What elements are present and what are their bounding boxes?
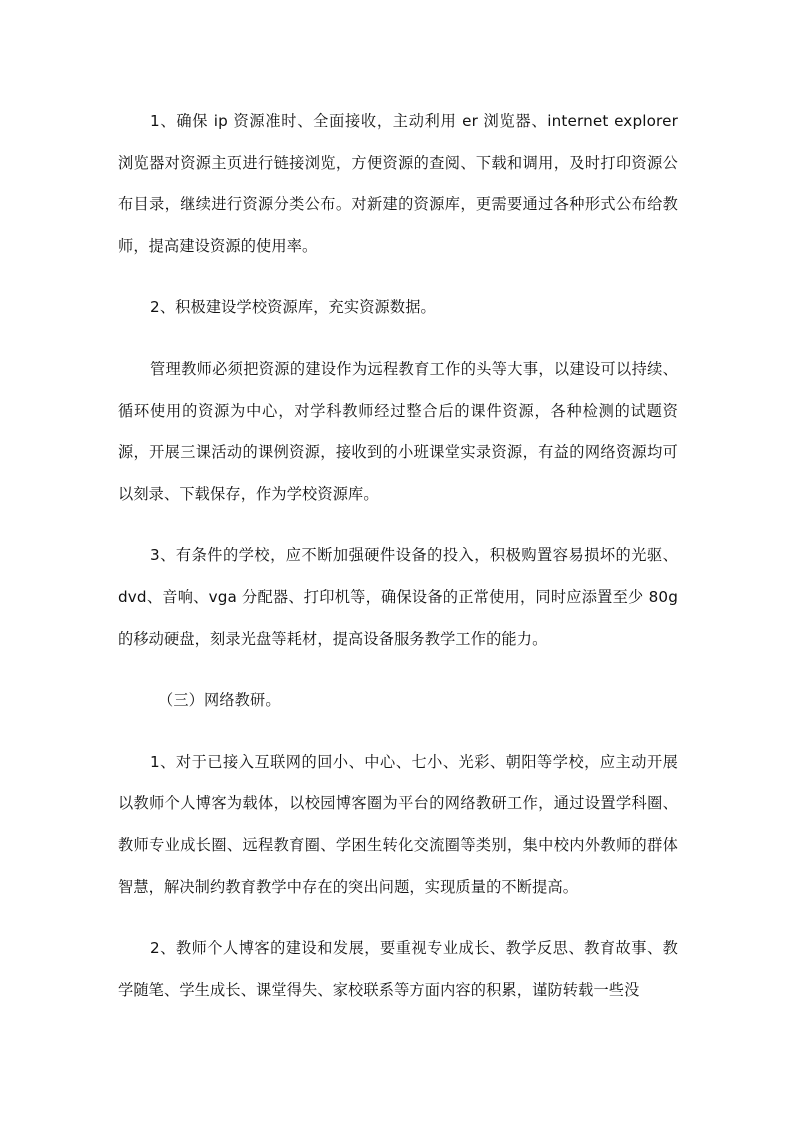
paragraph-gap [118,660,678,680]
paragraph-build-resource-library: 2、积极建设学校资源库，充实资源数据。 [150,298,436,317]
paragraph-gap [118,267,678,287]
paragraph-gap [118,515,678,535]
document-body [118,101,678,1011]
paragraph-online-research: 1、对于已接入互联网的回小、中心、七小、光彩、朝阳等学校，应主动开展以教师个人博客为载体，以校园博客圈为平台的网络教研工作，通过设置学科圈、教师专业成长圈、远程教育圈、学困生转化交流圈等类别，集中校内外教师的群体智慧，解决制约教育教学中存在的突出问题，实现质量的不断提高。 [118,752,678,896]
paragraph-gap [118,722,678,742]
paragraph-teacher-blog: 2、教师个人博客的建设和发展，要重视专业成长、教学反思、教育故事、教学随笔、学生成长、课堂得失、家校联系等方面内容的积累，谨防转载一些没 [118,939,678,999]
paragraph-hardware-investment: 3、有条件的学校，应不断加强硬件设备的投入，积极购置容易损坏的光驱、dvd、音响、vga 分配器、打印机等，确保设备的正常使用，同时应添置至少 80g 的移动硬盘，刻录光盘等耗材，提高设备服务教学工作的能力。 [118,546,678,648]
paragraph-ensure-resource-reception: 1、确保 ip 资源准时、全面接收，主动利用 er 浏览器、internet explorer 浏览器对资源主页进行链接浏览，方便资源的查阅、下载和调用，及时打印资源公布目录，继续进行资源分类公布。对新建的资源库，更需要通过各种形式公布给教师，提高建设资源的使用率。 [118,112,678,255]
paragraph-gap [118,329,678,349]
paragraph-resource-management: 管理教师必须把资源的建设作为远程教育工作的头等大事，以建设可以持续、循环使用的资源为中心，对学科教师经过整合后的课件资源，各种检测的试题资源，开展三课活动的课例资源，接收到的小班课堂实录资源，有益的网络资源均可以刻录、下载保存，作为学校资源库。 [118,359,678,503]
section-heading-network-research: （三）网络教研。 [158,691,281,710]
paragraph-gap [118,908,678,928]
